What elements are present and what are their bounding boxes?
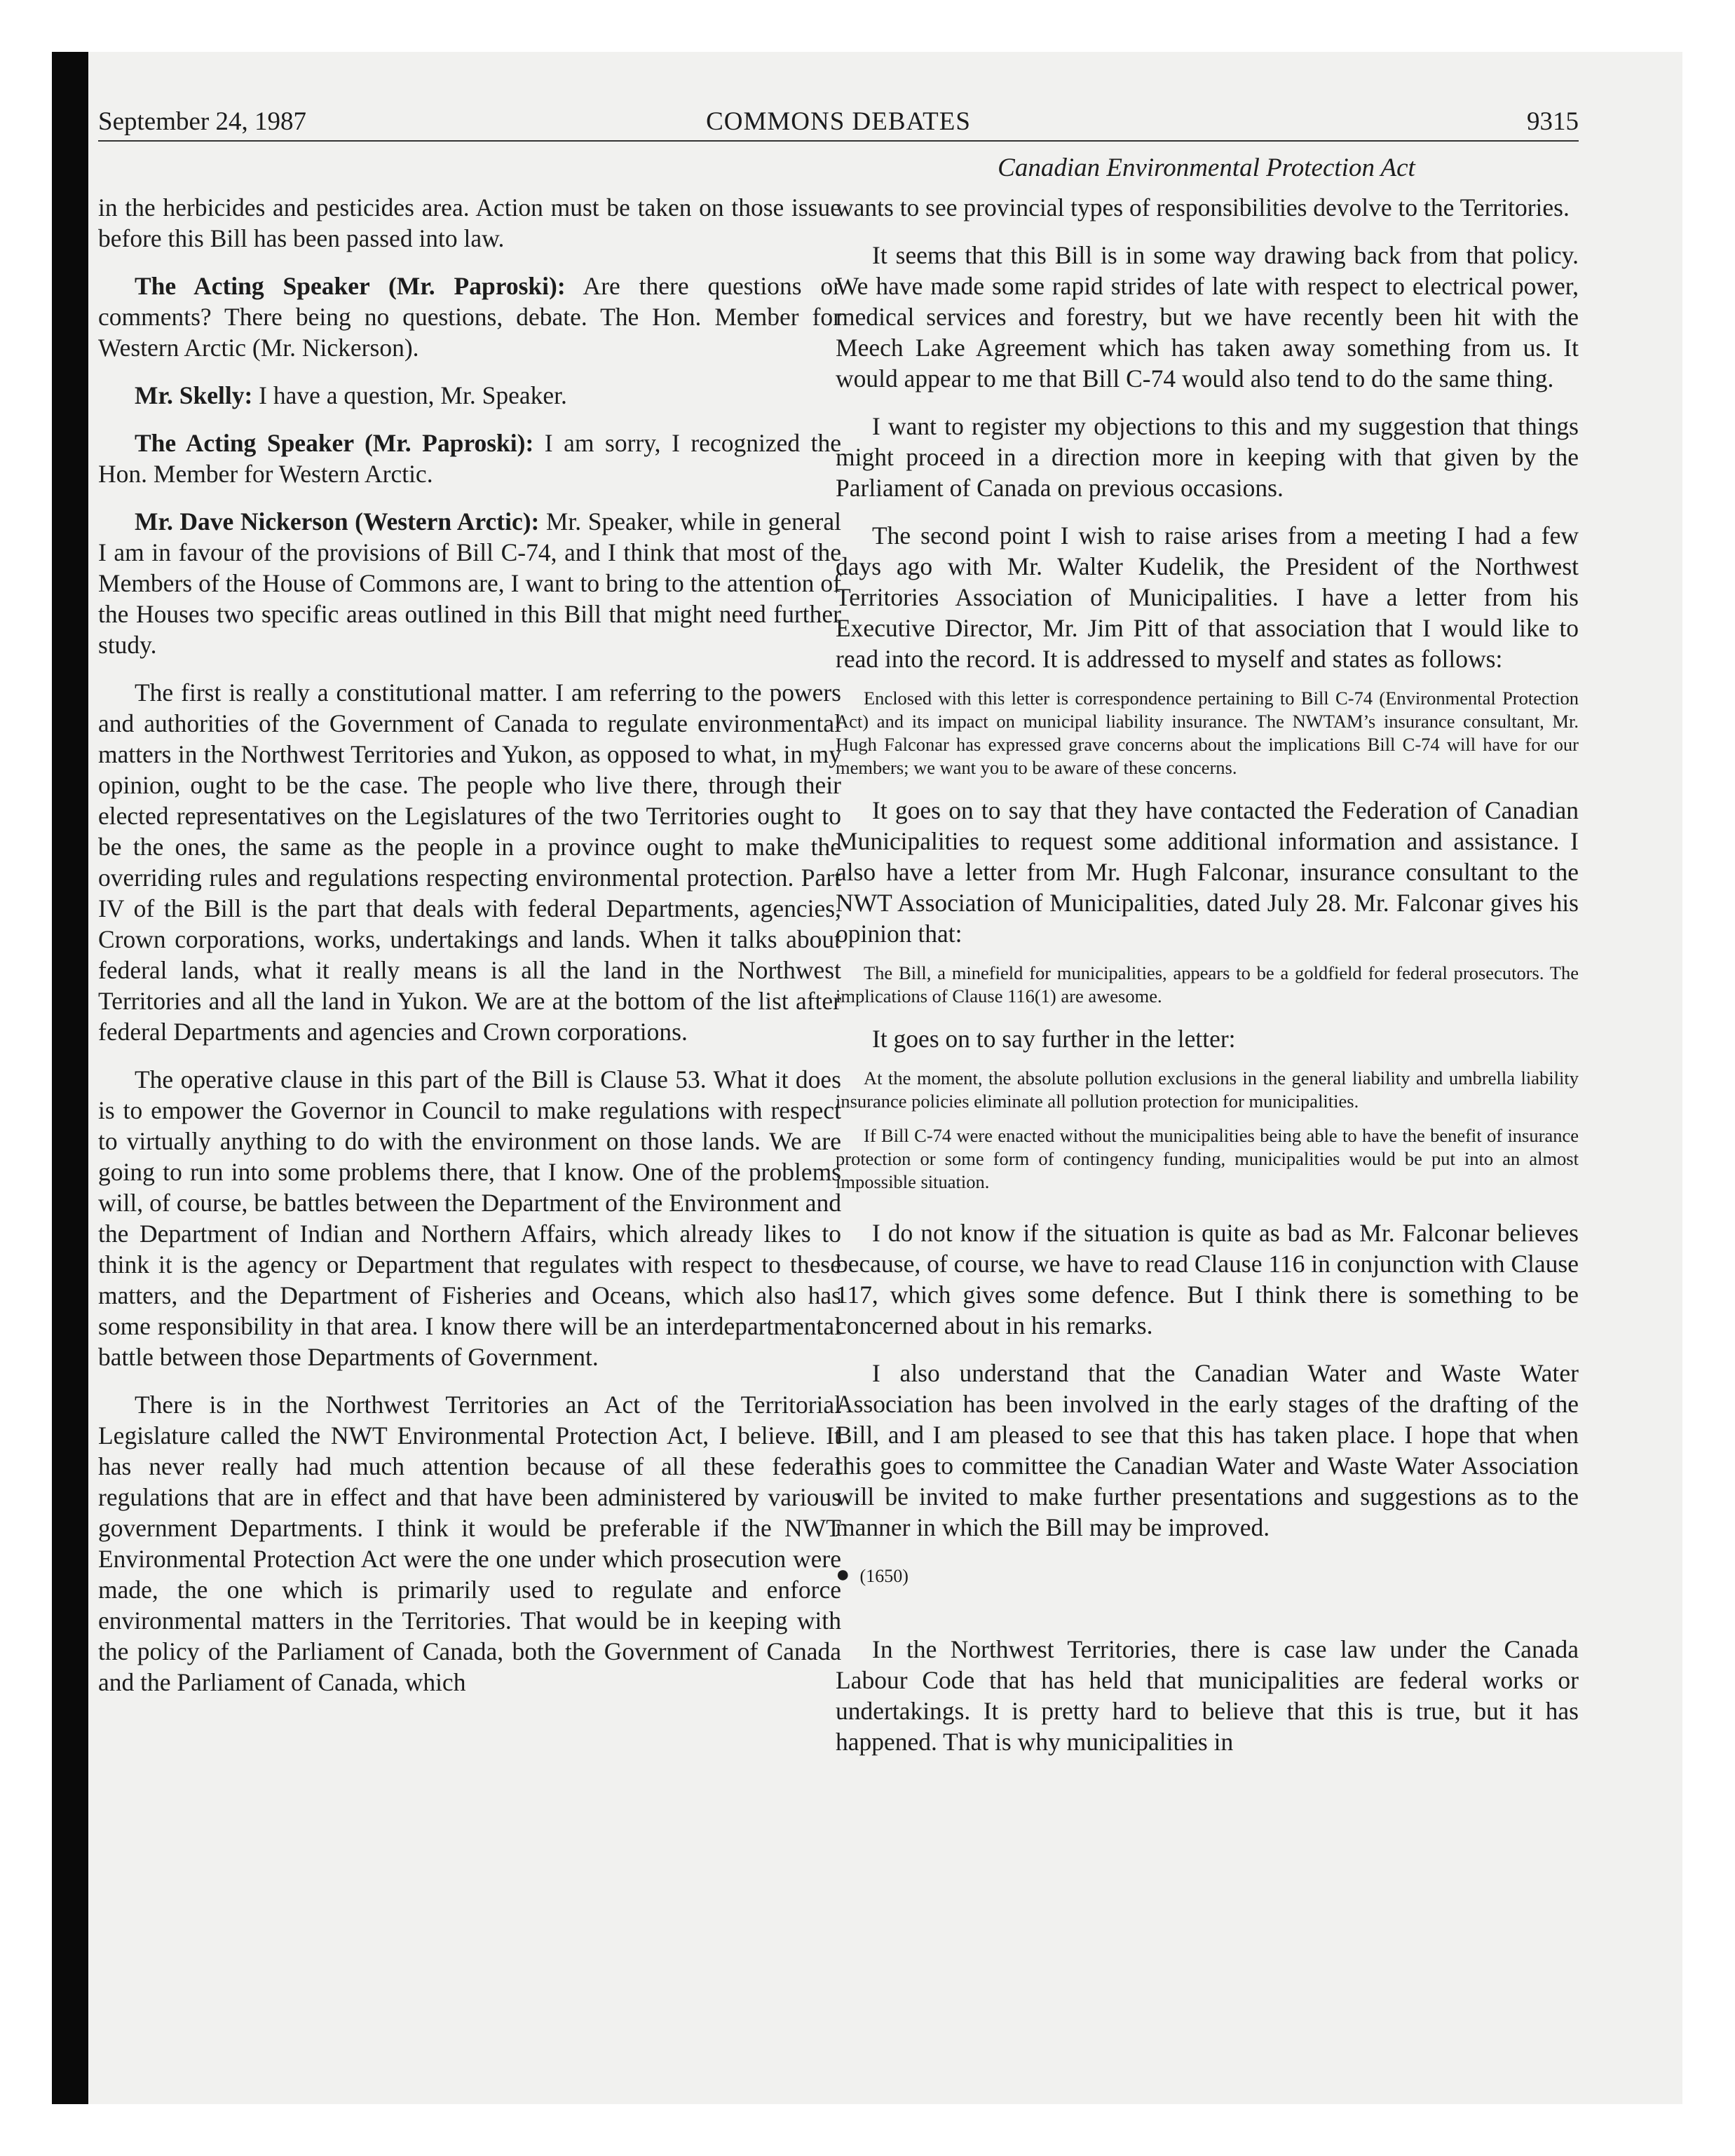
- header-title: COMMONS DEBATES: [706, 107, 971, 136]
- header-page-number: 9315: [1527, 107, 1579, 136]
- paragraph: I also understand that the Canadian Water and Waste Water Association has been involved in the early stages of the drafting of the Bill, and I am pleased to see that this has taken place. I hope that when this goes to committee the Canadian Water and Waste Water Association will be invited to make further presentations and suggestions as to the manner in which the Bill may be improved.: [836, 1359, 1579, 1541]
- block-quote: If Bill C-74 were enacted without the municipalities being able to have the benefit of insurance protection or some form of contingency funding, municipalities would be put into an almost impossible situation.: [836, 1125, 1579, 1192]
- binding-edge: [52, 52, 88, 2104]
- page-header: [98, 101, 1579, 143]
- header-date: September 24, 1987: [98, 107, 306, 136]
- paragraph: [98, 271, 841, 363]
- speech-text: I am sorry, I recognized the Hon. Member for Western Arctic.: [98, 429, 841, 488]
- time-marker: [836, 1560, 1579, 1592]
- paragraph: It seems that this Bill is in some way drawing back from that policy. We have made some rapid strides of late with respect to electrical power, medical services and forestry, but we have recently been hit with the Meech Lake Agreement which has taken away something from us. It would appear to me that Bill C-74 would also tend to do the same thing.: [836, 241, 1579, 393]
- speech-text: I have a question, Mr. Speaker.: [252, 381, 567, 409]
- section-subtitle: Canadian Environmental Protection Act: [998, 153, 1415, 182]
- speaker-name: Mr. Skelly:: [135, 381, 253, 409]
- left-column: [98, 192, 841, 1714]
- block-quote: The Bill, a minefield for municipalities, appears to be a goldfield for federal prosecutors. The implications of Clause 116(1) are awesome.: [836, 962, 1579, 1007]
- speech-text: Are there questions or comments? There being no questions, debate. The Hon. Member for Western Arctic (Mr. Nickerson).: [98, 272, 841, 362]
- paragraph: The second point I wish to raise arises from a meeting I had a few days ago with Mr. Walter Kudelik, the President of the Northwest Territories Association of Municipalities. I have a letter from his Executive Director, Mr. Jim Pitt of that association that I would like to read into the record. It is addressed to myself and states as follows:: [836, 521, 1579, 673]
- paragraph: [98, 428, 841, 489]
- paragraph: It goes on to say further in the letter:: [872, 1025, 1236, 1053]
- timestamp: (1650): [859, 1566, 909, 1586]
- paragraph: [98, 380, 841, 411]
- paragraph: I want to register my objections to this and my suggestion that things might proceed in a direction more in keeping with that given by the Parliament of Canada on previous occasions.: [836, 412, 1579, 502]
- paragraph: in the herbicides and pesticides area. Action must be taken on those issue before this Bill has been passed into law.: [98, 193, 841, 252]
- block-quote: At the moment, the absolute pollution exclusions in the general liability and umbrella liability insurance policies eliminate all pollution protection for municipalities.: [836, 1067, 1579, 1112]
- paragraph: The operative clause in this part of the Bill is Clause 53. What it does is to empower the Governor in Council to make regulations with respect to virtually anything to do with the environment on those lands. We are going to run into some problems there, that I know. One of the problems will, of course, be battles between the Department of the Environment and the Department of Indian and Northern Affairs, which already likes to think it is the agency or Department that regulates with respect to these matters, and the Department of Fisheries and Oceans, which also has some responsibility in that area. I know there will be an interdepartmental battle between those Departments of Government.: [98, 1065, 841, 1371]
- paragraph: The first is really a constitutional matter. I am referring to the powers and authorities of the Government of Canada to regulate environmental matters in the Northwest Territories and Yukon, as opposed to what, in my opinion, ought to be the case. The people who live there, through their elected representatives on the Legislatures of the two Territories ought to be the ones, the same as the people in a province ought to make the overriding rules and regulations respecting environmental protection. Part IV of the Bill is the part that deals with federal Departments, agencies, Crown corporations, works, undertakings and lands. When it talks about federal lands, what it really means is all the land in the Northwest Territories and all the land in Yukon. We are at the bottom of the list after federal Departments and agencies and Crown corporations.: [98, 678, 841, 1046]
- paragraph: It goes on to say that they have contacted the Federation of Canadian Municipalities to request some additional information and assistance. I also have a letter from Mr. Hugh Falconar, insurance consultant to the NWT Association of Municipalities, dated July 28. Mr. Falconar gives his opinion that:: [836, 796, 1579, 948]
- paragraph: There is in the Northwest Territories an Act of the Territorial Legislature called the NWT Environmental Protection Act, I believe. It has never really had much attention because of all these federal regulations that are in effect and that have been administered by various government Departments. I think it would be preferable if the NWT Environmental Protection Act were the one under which prosecution were made, the one which is primarily used to regulate and enforce environmental matters in the Territories. That would be in keeping with the policy of the Parliament of Canada, both the Government of Canada and the Parliament of Canada, which: [98, 1391, 841, 1696]
- paragraph: I do not know if the situation is quite as bad as Mr. Falconar believes because, of course, we have to read Clause 116 in conjunction with Clause 117, which gives some defence. But I think there is something to be concerned about in his remarks.: [836, 1219, 1579, 1339]
- paragraph: [98, 506, 841, 660]
- speaker-name: The Acting Speaker (Mr. Paproski):: [135, 429, 534, 457]
- block-quote: Enclosed with this letter is correspondence pertaining to Bill C-74 (Environmental Protection Act) and its impact on municipal liability insurance. The NWTAM’s insurance consultant, Mr. Hugh Falconar has expressed grave concerns about the implications Bill C-74 will have for our members; we want you to be aware of these concerns.: [836, 688, 1579, 778]
- paragraph: wants to see provincial types of responsibilities devolve to the Territories.: [836, 193, 1570, 221]
- speaker-name: Mr. Dave Nickerson (Western Arctic):: [135, 507, 540, 535]
- right-column: [836, 192, 1579, 1774]
- speaker-name: The Acting Speaker (Mr. Paproski):: [135, 272, 566, 300]
- bullet-icon: ●: [836, 1562, 850, 1588]
- paragraph: In the Northwest Territories, there is case law under the Canada Labour Code that has held that municipalities are federal works or undertakings. It is pretty hard to believe that this is true, but it has happened. That is why municipalities in: [836, 1635, 1579, 1756]
- header-rule: [98, 140, 1579, 142]
- speech-text: Mr. Speaker, while in general I am in favour of the provisions of Bill C-74, and I think that most of the Members of the House of Commons are, I want to bring to the attention of the Houses two specific areas outlined in this Bill that might need further study.: [98, 507, 841, 659]
